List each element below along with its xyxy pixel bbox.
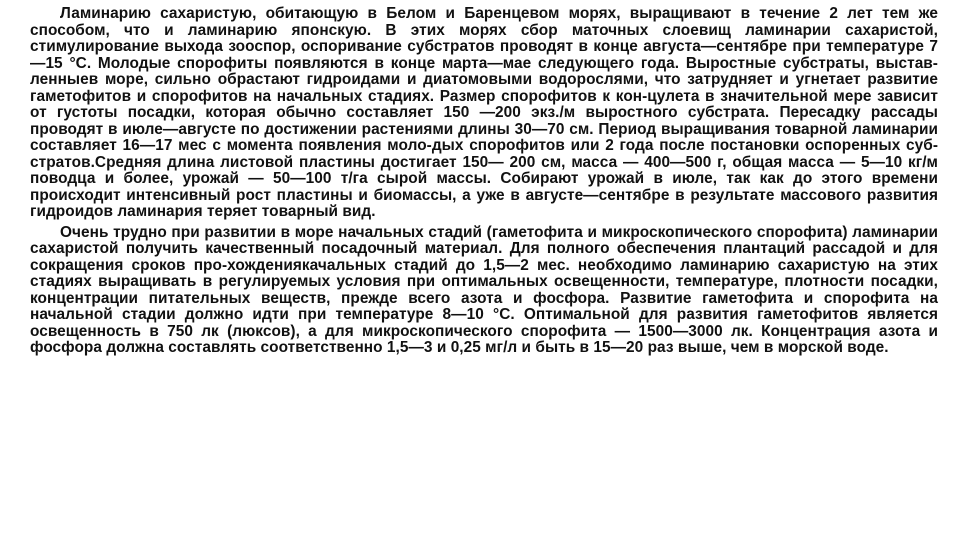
document-page xyxy=(30,6,938,534)
paragraph-2: Очень трудно при развитии в море начальных стадий (гаметофита и микроскопического спорофита) ламинарии сахаристой получить качественный посадочный материал. Для полного обеспечения плантаций рассадой и для сокращения сроков про-хождениякачальных стадий до 1,5—2 мес. необходимо ламинарию сахаристую на этих стадиях выращивать в регулируемых условия при оптимальных освещенности, температуре, плотности посадки, концентрации питательных веществ, прежде всего азота и фосфора. Развитие гаметофита и спорофита на начальной стадии должно идти при температуре 8—10 °С. Оптимальной для развития гаметофитов является освещенность в 750 лк (люксов), а для микроскопического спорофита — 1500—3000 лк. Концентрация азота и фосфора должна составлять соответственно 1,5—3 и 0,25 мг/л и быть в 15—20 раз выше, чем в морской воде. xyxy=(30,223,938,356)
paragraph-1: Ламинарию сахаристую, обитающую в Белом и Баренцевом морях, выращивают в течение 2 лет тем же способом, что и ламинарию японскую. В этих морях сбор маточных слоевищ ламинарии сахаристой, стимулирование выхода зооспор, оспоривание субстратов проводят в конце августа—сентябре при температуре 7—15 °С. Молодые спорофиты появляются в конце марта—мае следующего года. Выростные субстраты, выстав-ленныев море, сильно обрастают гидроидами и диатомовыми водорослями, что затрудняет и угнетает развитие гаметофитов и спорофитов на начальных стадиях. Размер спорофитов к кон-цулета в значительной мере зависит от густоты посадки, которая обычно составляет 150 —200 экз./м выростного субстрата. Пересадку рассады проводят в июле—августе по достижении растениями длины 30—70 см. Период выращивания товарной ламинарии составляет 16—17 мес с момента появления моло-дых спорофитов или 2 года после постановки оспоренных суб-стратов.Средняя длина листовой пластины достигает 150— 200 см, масса — 400—500 г, общая масса — 5—10 кг/м поводца и более, урожай — 50—100 т/га сырой массы. Собирают урожай в июле, так как до этого времени происходит интенсивный рост пластины и биомассы, а уже в августе—сентябре в результате массового развития гидроидов ламинария теряет товарный вид. xyxy=(30,5,938,220)
